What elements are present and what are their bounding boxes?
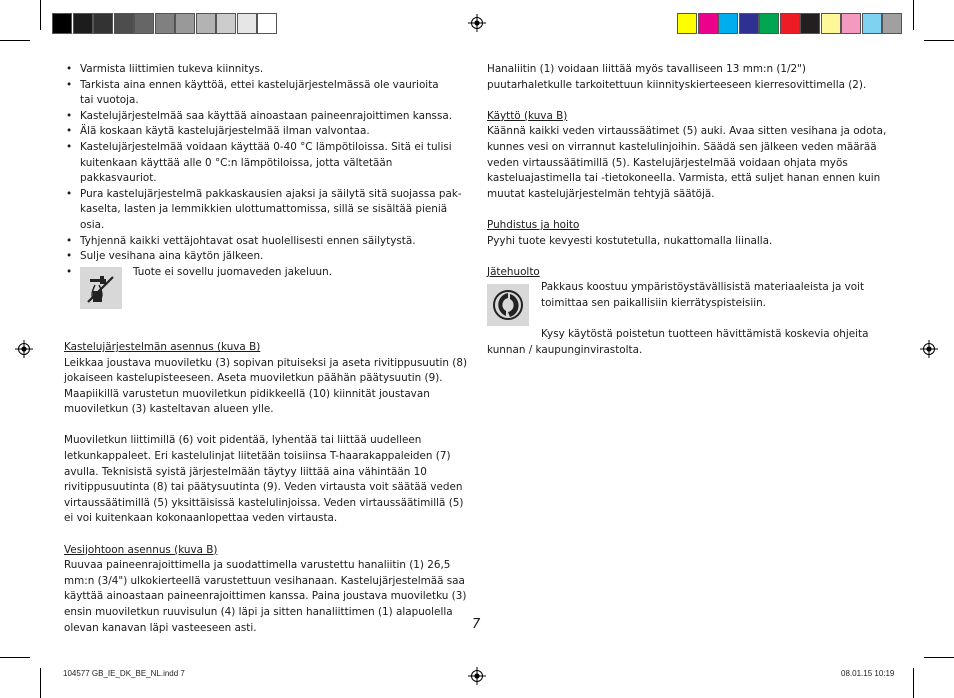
list-item: • Kastelujärjestelmää saa käyttää ainoastaan paineenrajoittimen kanssa. [64, 109, 472, 125]
crop-mark [0, 657, 30, 658]
color-swatch [841, 13, 861, 34]
no-drinking-water-icon [80, 267, 122, 309]
color-swatch [718, 13, 738, 34]
color-swatch [73, 13, 93, 34]
color-swatch [52, 13, 72, 34]
crop-mark [913, 668, 914, 698]
color-swatch [175, 13, 195, 34]
paragraph: Käännä kaikki veden virtaussäätimet (5) auki. Avaa sitten vesihana ja odota, kunnes vesi on virrannut kastelulinjoihin. Säädä sen jälkeen veden määrää veden virtaussäätimillä (5). Kastelujärjestelmää voidaan ohjata myös kasteluajastimella tai -tietokoneella. Varmista, että suljet hanan ennen kuin muutat kastelujärjestelmän tehtyjä säätöjä. [487, 125, 887, 200]
list-item: • Tarkista aina ennen käyttöä, ettei kastelujärjestelmässä ole vaurioita tai vuotoja. [64, 78, 472, 109]
footer-date: 08.01.15 10:19 [841, 669, 895, 678]
list-item [64, 265, 472, 309]
list-item: • Pura kastelujärjestelmä pakkaskausien ajaksi ja säilytä sitä suojassa pak-kaselta, lasten ja lemmikkien ulottumattomissa, sillä se sisältää pieniä osia. [64, 187, 472, 234]
paragraph: Hanaliitin (1) voidaan liittää myös tavalliseen 13 mm:n (1/2") puutarhaletkulle tarkoitettuun kiinnityskierteeseen kierresovittimella (2). [487, 63, 867, 91]
paragraph: Kysy käytöstä poistetun tuotteen hävittämistä koskevia ohjeita kunnan / kaupunginvirastolta. [487, 328, 869, 356]
drinking-water-note: • Tuote ei sovellu juomaveden jakeluun. [133, 265, 333, 278]
paragraph: Leikkaa joustava muoviletku (3) sopivan pituiseksi ja aseta rivitippusuutin (8) jokaiseen kastelupisteeseen. Aseta muoviletkun päähän päätysuutin (9). Maapiikillä varustetun muoviletkun pidikkeellä (10) kiinnität joustavan muoviletkun (3) kasteltavan alueen ylle. [64, 356, 468, 416]
color-swatch [739, 13, 759, 34]
list-item: • Älä koskaan käytä kastelujärjestelmää ilman valvontaa. [64, 124, 472, 140]
crop-mark [0, 40, 30, 41]
color-swatch [882, 13, 902, 34]
list-item: • Kastelujärjestelmää voidaan käyttää 0-40 °C lämpötiloissa. Sitä ei tulisi kuitenkaan käyttää alle 0 °C:n lämpötiloissa, jotta vältetään pakkasvauriot. [64, 140, 472, 187]
color-swatch [155, 13, 175, 34]
registration-mark-icon [920, 340, 938, 358]
right-column [487, 62, 892, 358]
color-swatch [677, 13, 697, 34]
section-heading-puhdistus: Puhdistus ja hoito [487, 218, 580, 231]
section-heading-jatehuolto: Jätehuolto [487, 265, 540, 278]
crop-mark [913, 0, 914, 30]
crop-mark [924, 657, 954, 658]
left-column [64, 62, 472, 636]
green-dot-recycling-icon [487, 284, 529, 326]
footer-file-info: 104577 GB_IE_DK_BE_NL.indd 7 [63, 669, 185, 678]
color-swatch [134, 13, 154, 34]
section-heading-kaytto: Käyttö (kuva B) [487, 109, 568, 122]
registration-mark-icon [468, 667, 486, 685]
registration-mark-icon [15, 340, 33, 358]
crop-mark [924, 40, 954, 41]
paragraph: Muoviletkun liittimillä (6) voit pidentää, lyhentää tai liittää uudelleen letkunkappaleet. Eri kastelulinjat liitetään toisiinsa T-haarakappaleiden (7) avulla. Teknisistä syistä järjestelmään täytyy liittää aina vähintään 10 rivitippusuutinta (8) tai päätysuutinta (9). Veden virtausta voit säätää veden virtaussäätimillä (5) yksittäisissä kastelulinjoissa. Veden virtaussäätimillä (5) ei voi kuitenkaan kokonaanlopettaa veden virtausta. [64, 434, 464, 525]
color-swatch [759, 13, 779, 34]
color-swatch [257, 13, 277, 34]
list-item: • Varmista liittimien tukeva kiinnitys. [64, 62, 472, 78]
crop-mark [40, 668, 41, 698]
list-item: • Tyhjennä kaikki vettäjohtavat osat huolellisesti ennen säilytystä. [64, 234, 472, 250]
color-swatch [237, 13, 257, 34]
color-swatch [800, 13, 820, 34]
recycling-block [487, 280, 892, 358]
color-swatch [780, 13, 800, 34]
color-swatch [93, 13, 113, 34]
safety-bullet-list [64, 62, 472, 309]
color-swatch [216, 13, 236, 34]
color-swatch [698, 13, 718, 34]
section-heading-asennus: Kastelujärjestelmän asennus (kuva B) [64, 340, 261, 353]
crop-mark [40, 0, 41, 30]
color-swatch [114, 13, 134, 34]
registration-mark-icon [468, 14, 486, 32]
section-heading-vesijohto: Vesijohtoon asennus (kuva B) [64, 543, 218, 556]
paragraph: Pakkaus koostuu ympäristöystävällisistä materiaaleista ja voit toimittaa sen paikallisiin kierrätyspisteisiin. [541, 281, 865, 309]
color-swatch [196, 13, 216, 34]
paragraph: Pyyhi tuote kevyesti kostutetulla, nukattomalla liinalla. [487, 234, 773, 247]
color-swatch [821, 13, 841, 34]
page-number: 7 [472, 617, 481, 632]
color-swatch [862, 13, 882, 34]
list-item: • Sulje vesihana aina käytön jälkeen. [64, 249, 472, 265]
paragraph: Ruuvaa paineenrajoittimella ja suodattimella varustettu hanaliitin (1) 26,5 mm:n (3/4") ulkokierteellä varustettuun vesihanaan. Kastelujärjestelmää saa käyttää ainoastaan paineenrajoittimen kanssa. Paina joustava muoviletku (3) ensin muoviletkun ruuvisulun (4) läpi ja sitten hanaliittimen (1) alapuolella olevan kanavan läpi vasteeseen asti. [64, 559, 467, 634]
